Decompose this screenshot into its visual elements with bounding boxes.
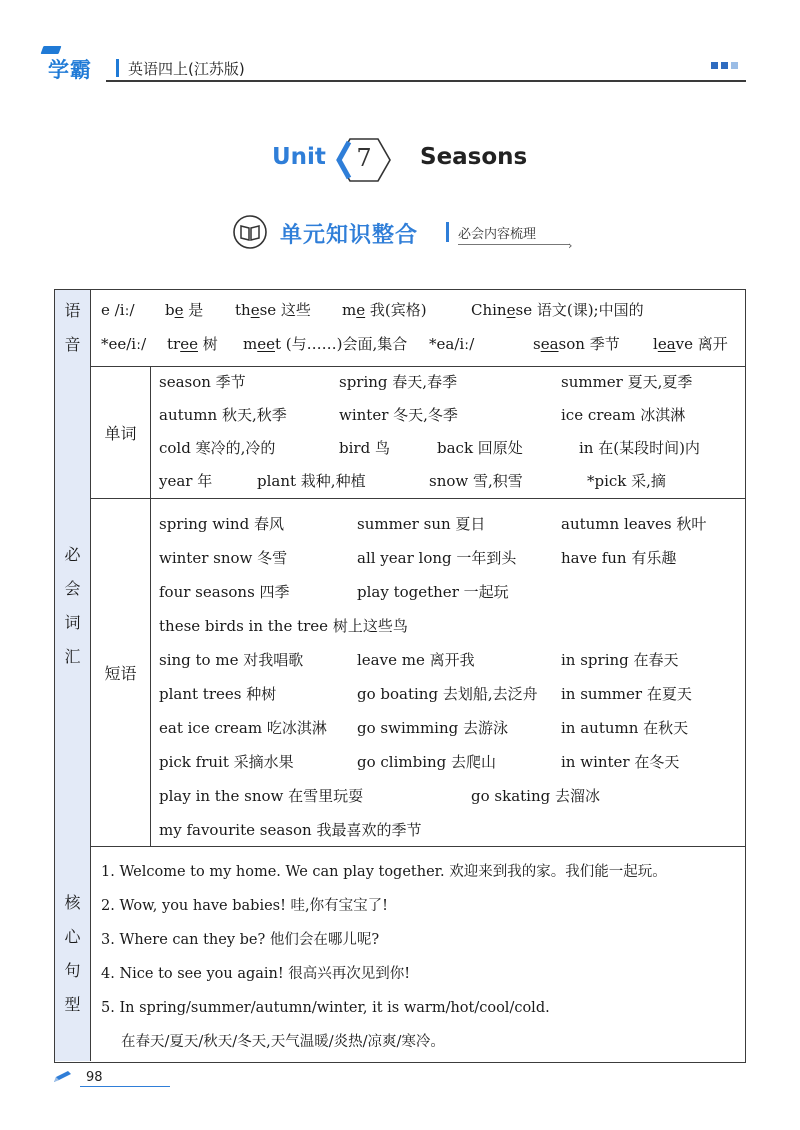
row-divider — [55, 846, 745, 847]
vocab-word: ice cream 冰淇淋 — [561, 406, 686, 424]
vocab-phrase: go swimming 去游泳 — [357, 719, 509, 737]
vocab-phrase: winter snow 冬雪 — [159, 549, 288, 567]
vocab-phrase: pick fruit 采摘水果 — [159, 753, 294, 771]
pronunciation-item: *ea/iː/ — [429, 335, 475, 353]
header-separator — [116, 59, 119, 77]
vocab-word: back 回原处 — [437, 439, 523, 457]
unit-label: Unit — [272, 144, 326, 170]
vocab-word: autumn 秋天,秋季 — [159, 406, 287, 424]
vocab-phrase: play together 一起玩 — [357, 583, 509, 601]
vocab-phrase: all year long 一年到头 — [357, 549, 517, 567]
pronunciation-item: Chinese 语文(课);中国的 — [471, 301, 644, 319]
vocab-phrase: in winter 在冬天 — [561, 753, 680, 771]
unit-number: 7 — [356, 144, 372, 172]
words-label: 单词 — [91, 366, 151, 498]
vocab-phrase: four seasons 四季 — [159, 583, 290, 601]
category-vocabulary: 必 会 词 汇 — [55, 366, 91, 846]
pronunciation-item: be 是 — [165, 301, 204, 319]
unit-name: Seasons — [420, 144, 528, 170]
vocab-word: snow 雪,积雪 — [429, 472, 523, 490]
pronunciation-item: tree 树 — [167, 335, 218, 353]
arrow-right-icon: › — [568, 239, 573, 252]
vocab-phrase: go skating 去溜冰 — [471, 787, 600, 805]
vocab-word: winter 冬天,冬季 — [339, 406, 458, 424]
vocab-phrase: autumn leaves 秋叶 — [561, 515, 707, 533]
vocab-phrase: go climbing 去爬山 — [357, 753, 497, 771]
core-sentence: 3. Where can they be? 他们会在哪儿呢? — [101, 932, 380, 948]
page-header — [46, 52, 746, 86]
pronunciation-item: leave 离开 — [653, 335, 728, 353]
vocab-word: in 在(某段时间)内 — [579, 439, 700, 457]
book-icon — [232, 214, 268, 250]
unit-title — [0, 132, 800, 192]
pronunciation-item: season 季节 — [533, 335, 620, 353]
core-sentence: 2. Wow, you have babies! 哇,你有宝宝了! — [101, 898, 388, 914]
subtitle-underline — [458, 244, 570, 245]
pronunciation-item: these 这些 — [235, 301, 311, 319]
vocab-phrase: my favourite season 我最喜欢的季节 — [159, 821, 422, 839]
core-sentence: 1. Welcome to my home. We can play together. 欢迎来到我的家。我们能一起玩。 — [101, 864, 667, 880]
vocab-phrase: go boating 去划船,去泛舟 — [357, 685, 538, 703]
section-title: 单元知识整合 — [280, 223, 419, 248]
knowledge-table — [54, 289, 746, 1063]
vocab-word: year 年 — [159, 472, 213, 490]
pronunciation-item: meet (与……)会面,集合 — [243, 335, 408, 353]
pronunciation-item: me 我(宾格) — [342, 301, 427, 319]
vocab-word: spring 春天,春季 — [339, 373, 458, 391]
vocab-phrase: eat ice cream 吃冰淇淋 — [159, 719, 327, 737]
header-dots-icon — [711, 62, 738, 69]
row-divider — [55, 366, 745, 367]
core-sentence: 在春天/夏天/秋天/冬天,天气温暖/炎热/凉爽/寒冷。 — [121, 1034, 445, 1050]
brand-logo: 学霸 — [48, 54, 92, 84]
vocab-word: summer 夏天,夏季 — [561, 373, 693, 391]
vocab-word: bird 鸟 — [339, 439, 390, 457]
vocab-word: cold 寒冷的,冷的 — [159, 439, 276, 457]
row-divider — [91, 498, 745, 499]
section-divider — [446, 222, 449, 242]
pronunciation-item: *ee/iː/ — [101, 335, 147, 353]
header-rule — [106, 80, 746, 82]
vocab-phrase: in summer 在夏天 — [561, 685, 692, 703]
vocab-phrase: sing to me 对我唱歌 — [159, 651, 304, 669]
vocab-phrase: play in the snow 在雪里玩耍 — [159, 787, 364, 805]
footer-rule — [80, 1086, 170, 1087]
vocab-phrase: these birds in the tree 树上这些鸟 — [159, 617, 408, 635]
page-number: 98 — [86, 1070, 103, 1085]
vocab-phrase: have fun 有乐趣 — [561, 549, 677, 567]
section-banner — [232, 214, 592, 254]
core-sentence: 5. In spring/summer/autumn/winter, it is warm/hot/cool/cold. — [101, 1000, 550, 1016]
vocab-phrase: summer sun 夏日 — [357, 515, 486, 533]
phrases-label: 短语 — [91, 498, 151, 846]
vocab-word: season 季节 — [159, 373, 246, 391]
book-title: 英语四上(江苏版) — [128, 60, 245, 78]
vocab-phrase: spring wind 春风 — [159, 515, 284, 533]
category-sentences: 核 心 句 型 — [55, 846, 91, 1061]
vocab-phrase: leave me 离开我 — [357, 651, 475, 669]
pencil-icon — [52, 1070, 76, 1084]
pronunciation-item: e /iː/ — [101, 301, 135, 319]
vocab-phrase: in autumn 在秋天 — [561, 719, 689, 737]
core-sentence: 4. Nice to see you again! 很高兴再次见到你! — [101, 966, 411, 982]
graduation-cap-icon — [41, 46, 62, 54]
section-subtitle: 必会内容梳理 — [458, 227, 537, 242]
page-footer — [52, 1068, 132, 1088]
vocab-word: *pick 采,摘 — [587, 472, 666, 490]
vocab-phrase: in spring 在春天 — [561, 651, 679, 669]
vocab-word: plant 栽种,种植 — [257, 472, 366, 490]
category-pronunciation: 语 音 — [55, 290, 91, 366]
unit-number-badge — [336, 136, 392, 184]
vocab-phrase: plant trees 种树 — [159, 685, 277, 703]
